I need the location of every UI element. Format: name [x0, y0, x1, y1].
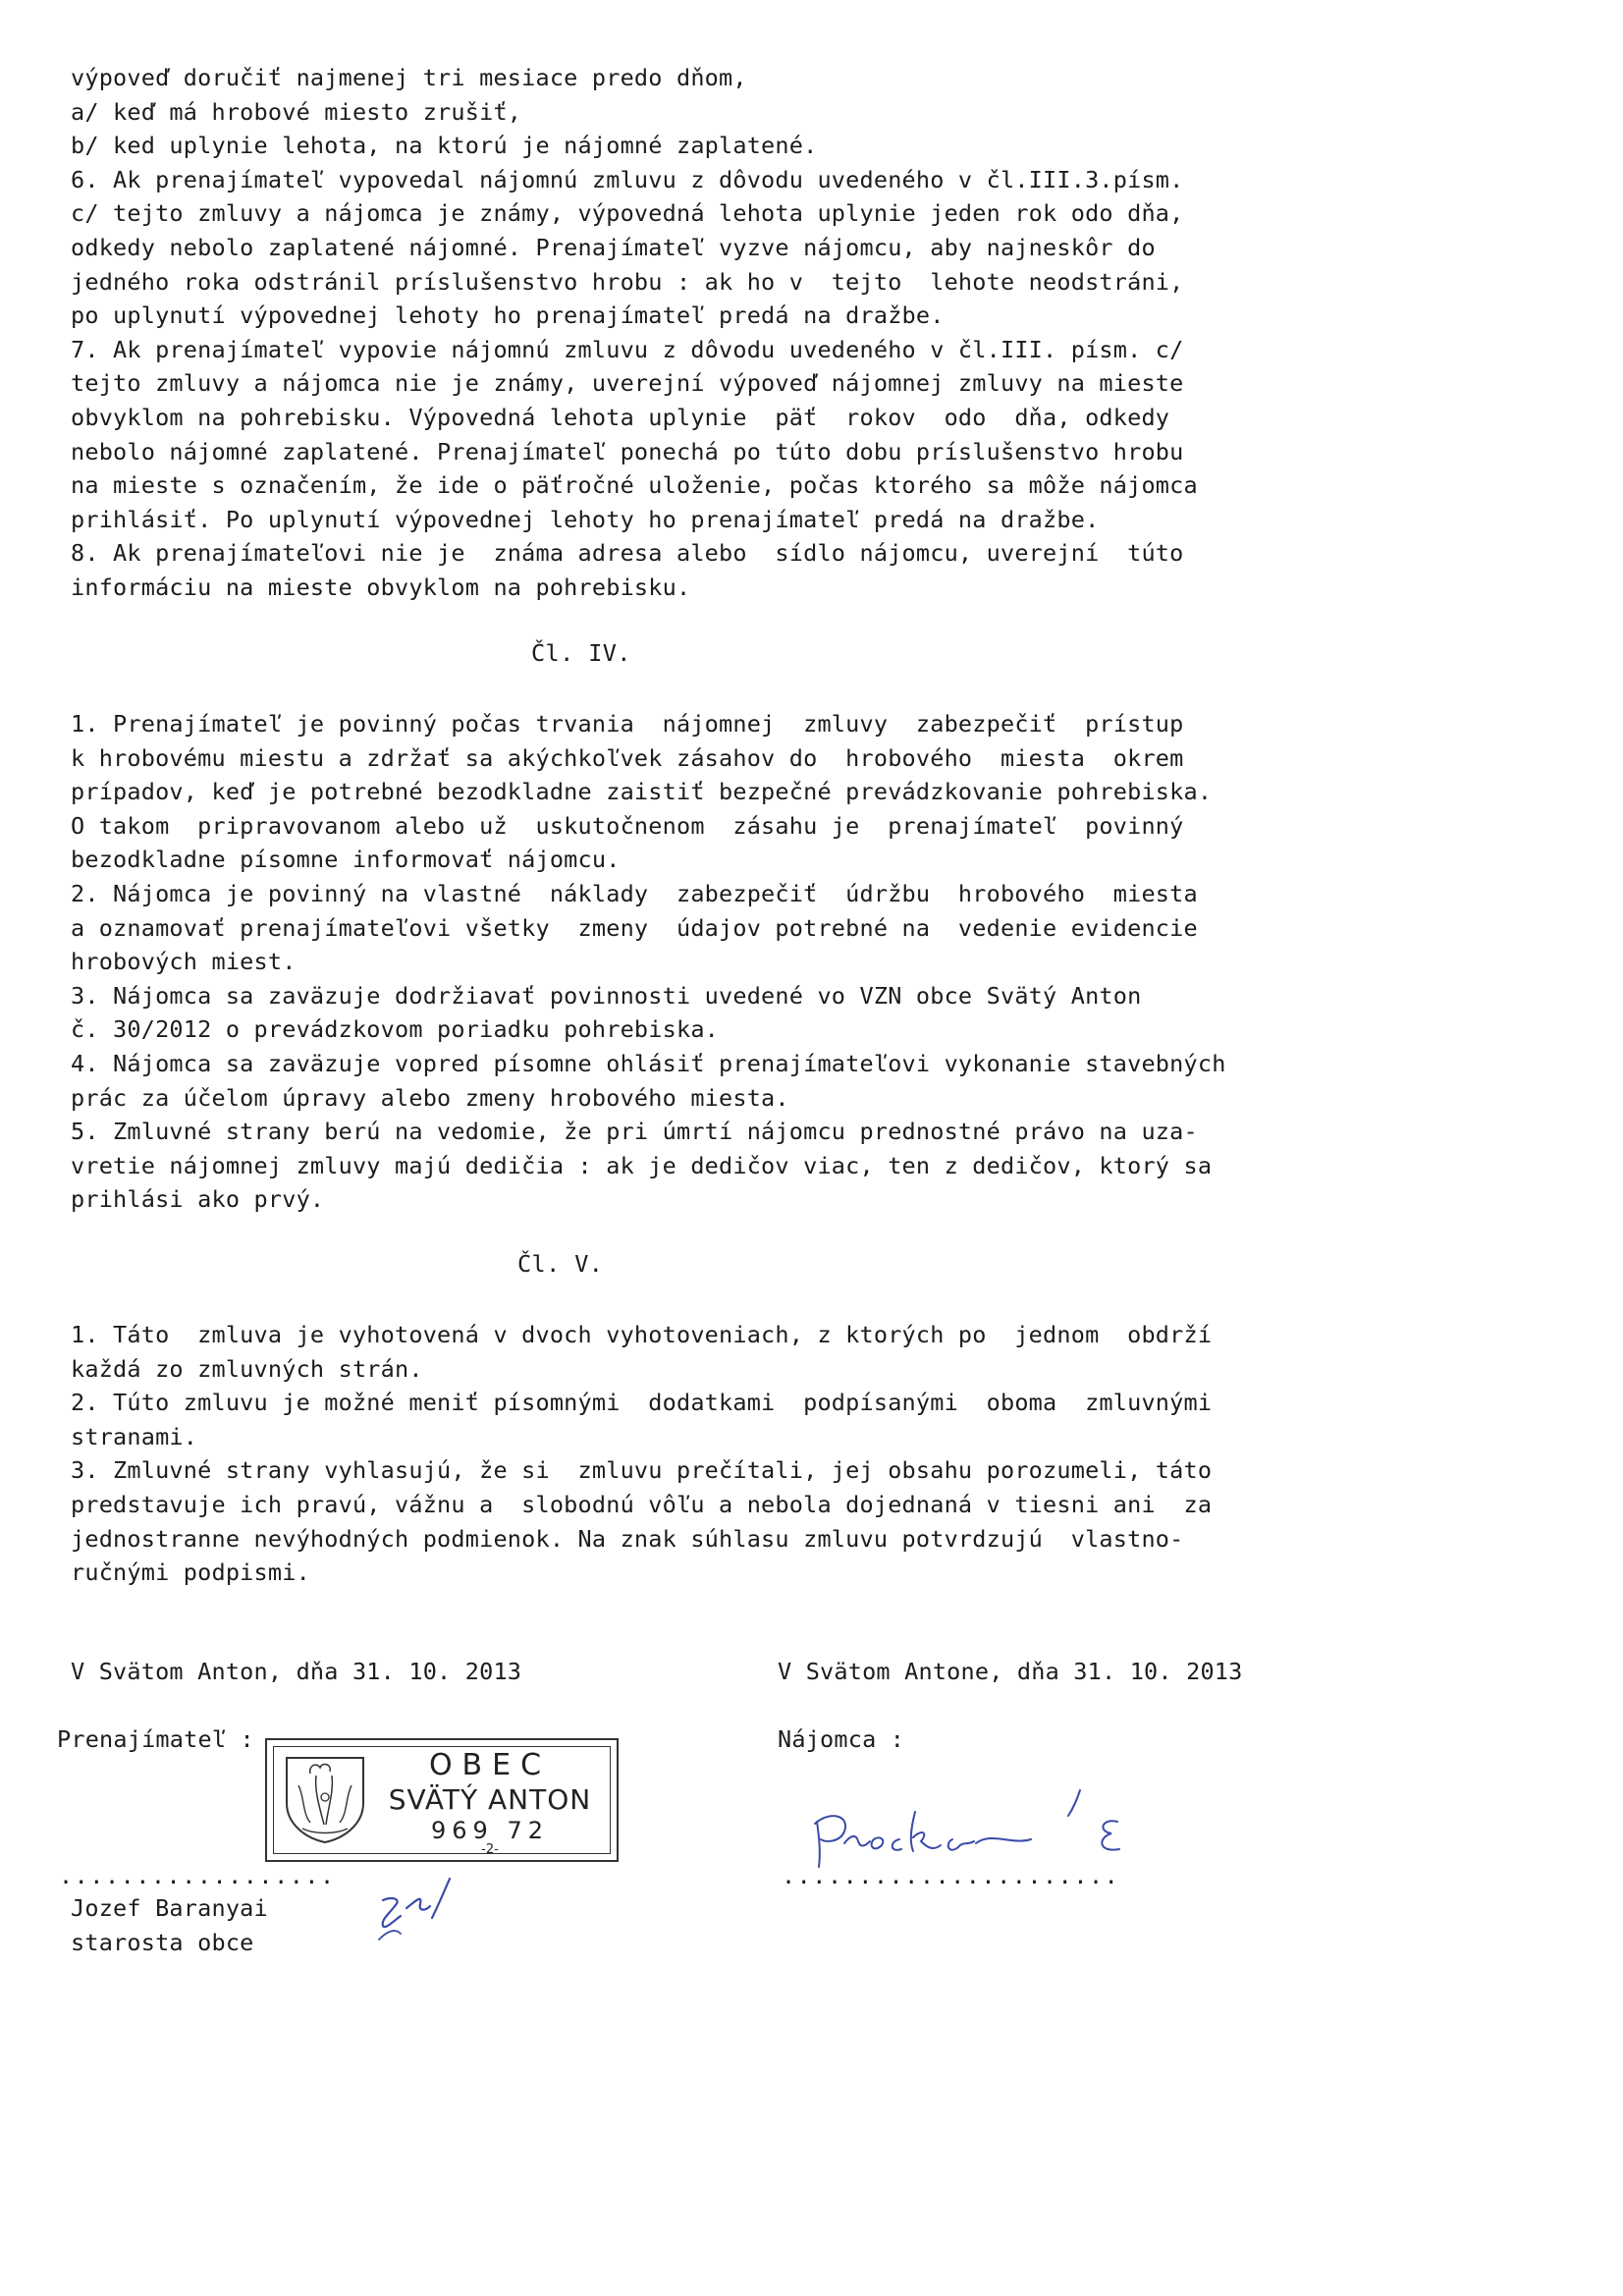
article-iv-line: prihlási ako prvý.: [71, 1185, 325, 1214]
article-iii-line: 7. Ak prenajímateľ vypovie nájomnú zmluvu z dôvodu uvedeného v čl.III. písm. c/: [71, 335, 1184, 363]
tenant-label: Nájomca :: [778, 1725, 905, 1753]
article-iv-line: prípadov, keď je potrebné bezodkladne zaistiť bezpečné prevádzkovanie pohrebiska.: [71, 778, 1213, 806]
article-iv-line: 5. Zmluvné strany berú na vedomie, že pri úmrtí nájomcu prednostné právo na uza-: [71, 1118, 1198, 1146]
article-iv-line: O takom pripravovanom alebo už uskutočnenom zásahu je prenajímateľ povinný: [71, 811, 1184, 840]
article-iv-line: 1. Prenajímateľ je povinný počas trvania nájomnej zmluvy zabezpečiť prístup: [71, 710, 1184, 738]
landlord-label: Prenajímateľ :: [57, 1725, 254, 1753]
landlord-title: starosta obce: [71, 1929, 254, 1956]
municipal-stamp: [265, 1738, 619, 1862]
article-iii-line: prihlásiť. Po uplynutí výpovednej lehoty ho prenajímateľ predá na dražbe.: [71, 505, 1100, 533]
stamp-line-name: SVÄTÝ ANTON: [388, 1783, 592, 1816]
article-iii-line: nebolo nájomné zaplatené. Prenajímateľ ponechá po túto dobu príslušenstvo hrobu: [71, 437, 1184, 465]
article-iv-line: 2. Nájomca je povinný na vlastné náklady zabezpečiť údržbu hrobového miesta: [71, 879, 1198, 907]
article-v-line: stranami.: [71, 1422, 198, 1450]
article-iv-line: hrobových miest.: [71, 948, 297, 976]
article-iv-heading: Čl. IV.: [531, 639, 631, 667]
article-iv-line: 3. Nájomca sa zaväzuje dodržiavať povinnosti uvedené vo VZN obce Svätý Anton: [71, 981, 1142, 1010]
article-v-line: 2. Túto zmluvu je možné meniť písomnými dodatkami podpísanými oboma zmluvnými: [71, 1389, 1213, 1417]
article-iv-line: 4. Nájomca sa zaväzuje vopred písomne ohlásiť prenajímateľovi vykonanie stavebných: [71, 1049, 1226, 1077]
stamp-line-number: -2-: [481, 1842, 499, 1857]
landlord-signature-line: ..................: [59, 1862, 336, 1889]
article-v-line: každá zo zmluvných strán.: [71, 1354, 423, 1383]
article-iii-line: 8. Ak prenajímateľovi nie je známa adresa alebo sídlo nájomcu, uverejní túto: [71, 539, 1184, 568]
article-v-line: jednostranne nevýhodných podmienok. Na znak súhlasu zmluvu potvrdzujú vlastno-: [71, 1524, 1184, 1553]
article-v-line: predstavuje ich pravú, vážnu a slobodnú vôľu a nebola dojednaná v tiesni ani za: [71, 1490, 1213, 1518]
article-iv-line: bezodkladne písomne informovať nájomcu.: [71, 846, 621, 874]
article-iii-line: jedného roka odstránil príslušenstvo hrobu : ak ho v tejto lehote neodstráni,: [71, 267, 1184, 296]
article-iii-line: odkedy nebolo zaplatené nájomné. Prenajímateľ vyzve nájomcu, aby najneskôr do: [71, 233, 1156, 261]
article-iii-line: na mieste s označením, že ide o päťročné uloženie, počas ktorého sa môže nájomca: [71, 471, 1198, 500]
landlord-name: Jozef Baranyai: [71, 1894, 268, 1922]
article-iv-line: prác za účelom úpravy alebo zmeny hrobového miesta.: [71, 1083, 789, 1112]
stamp-line-zip: 969 72: [431, 1817, 549, 1844]
article-iii-line: b/ ked uplynie lehota, na ktorú je nájomné zaplatené.: [71, 132, 818, 160]
article-iii-line: a/ keď má hrobové miesto zrušiť,: [71, 97, 522, 126]
article-iv-line: a oznamovať prenajímateľovi všetky zmeny údajov potrebné na vedenie evidencie: [71, 913, 1198, 942]
continued-article-iii: [71, 61, 1406, 605]
article-iii-line: výpoveď doručiť najmenej tri mesiace predo dňom,: [71, 64, 747, 91]
article-iv-line: k hrobovému miestu a zdržať sa akýchkoľvek zásahov do hrobového miesta okrem: [71, 743, 1184, 772]
article-v-heading: Čl. V.: [517, 1250, 604, 1278]
article-iv-line: vretie nájomnej zmluvy majú dedičia : ak je dedičov viac, ten z dedičov, ktorý sa: [71, 1151, 1213, 1179]
landlord-signature-icon: [373, 1871, 481, 1949]
place-date-tenant: V Svätom Antone, dňa 31. 10. 2013: [778, 1658, 1243, 1685]
article-iv-line: č. 30/2012 o prevádzkovom poriadku pohrebiska.: [71, 1015, 720, 1044]
article-iii-line: c/ tejto zmluvy a nájomca je známy, výpovedná lehota uplynie jeden rok odo dňa,: [71, 199, 1184, 228]
article-iii-line: tejto zmluvy a nájomca nie je známy, uverejní výpoveď nájomnej zmluvy na mieste: [71, 369, 1184, 398]
article-v-body: [71, 1318, 1406, 1590]
article-v-line: 3. Zmluvné strany vyhlasujú, že si zmluvu prečítali, jej obsahu porozumeli, táto: [71, 1456, 1213, 1485]
article-iv-body: [71, 707, 1406, 1217]
tenant-signature-line: ......................: [782, 1862, 1120, 1889]
article-v-line: ručnými podpismi.: [71, 1558, 310, 1587]
article-v-line: 1. Táto zmluva je vyhotovená v dvoch vyhotoveniach, z ktorých po jednom obdrží: [71, 1321, 1213, 1348]
place-date-landlord: V Svätom Anton, dňa 31. 10. 2013: [71, 1658, 522, 1685]
article-iii-line: obvyklom na pohrebisku. Výpovedná lehota uplynie päť rokov odo dňa, odkedy: [71, 403, 1170, 431]
tenant-signature-icon: [805, 1782, 1159, 1881]
stamp-line-obec: OBEC: [428, 1748, 552, 1782]
article-iii-line: 6. Ak prenajímateľ vypovedal nájomnú zmluvu z dôvodu uvedeného v čl.III.3.písm.: [71, 165, 1184, 193]
article-iii-line: informáciu na mieste obvyklom na pohrebisku.: [71, 573, 691, 601]
article-iii-line: po uplynutí výpovednej lehoty ho prenajímateľ predá na dražbe.: [71, 301, 945, 330]
coat-of-arms-icon: [281, 1752, 369, 1846]
